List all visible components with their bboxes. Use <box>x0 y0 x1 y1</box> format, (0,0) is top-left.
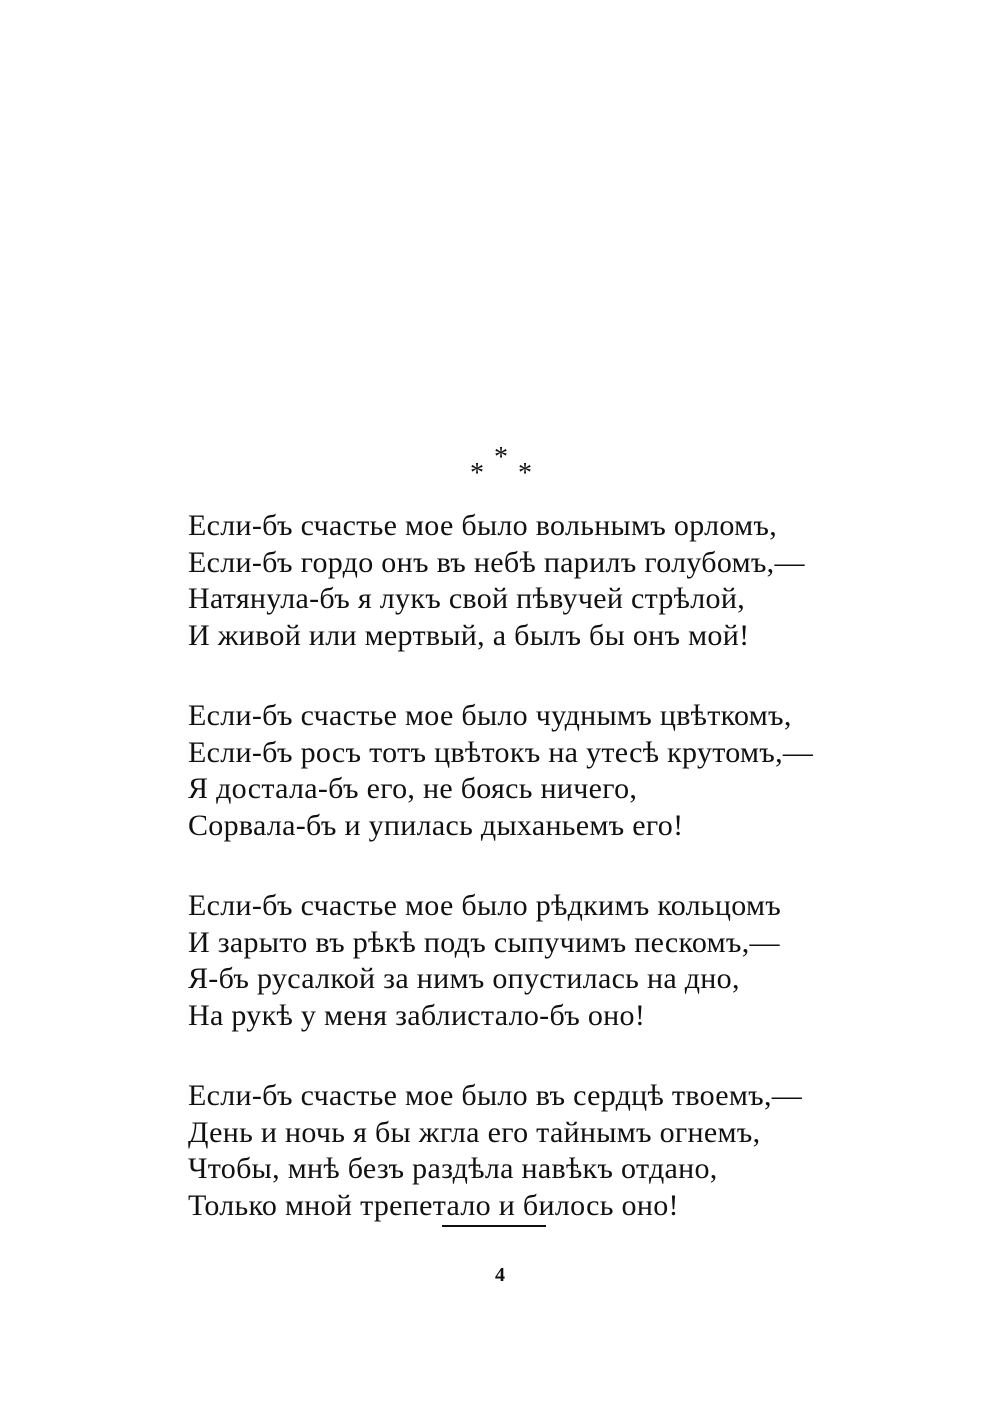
stanza-2 <box>188 698 868 844</box>
stanza-4 <box>188 1078 868 1224</box>
poem-line: День и ночь я бы жгла его тайнымъ огнемъ, <box>188 1115 761 1149</box>
poem-line: Если-бъ росъ тотъ цвѣтокъ на утесѣ крутомъ,— <box>188 735 814 769</box>
asterism-star-left: * <box>470 458 484 489</box>
poem-line: Если-бъ счастье мое было чуднымъ цвѣткомъ, <box>188 699 792 732</box>
stanza-3 <box>188 888 868 1034</box>
poem-line: Если-бъ гордо онъ въ небѣ парилъ голубомъ,— <box>188 545 805 579</box>
poem-line: И зарыто въ рѣкѣ подъ сыпучимъ пескомъ,— <box>188 925 780 959</box>
poem-line: И живой или мертвый, а былъ бы онъ мой! <box>188 618 750 652</box>
stanza-1 <box>188 508 868 654</box>
poem-line: Если-бъ счастье мое было вольнымъ орломъ, <box>188 509 778 542</box>
poem-line: Сорвала-бъ и упилась дыханьемъ его! <box>188 808 684 842</box>
poem-line: Чтобы, мнѣ безъ раздѣла навѣкъ отдано, <box>188 1152 718 1185</box>
poem-line: Я достала-бъ его, не боясь ничего, <box>188 772 638 805</box>
page-number: 4 <box>495 1264 505 1286</box>
asterism-star-top: * <box>494 442 508 473</box>
asterism-ornament <box>470 444 536 488</box>
asterism-star-right: * <box>518 458 532 489</box>
poem-line: Если-бъ счастье мое было рѣдкимъ кольцомъ <box>188 889 782 922</box>
poem-line: Натянула-бъ я лукъ свой пѣвучей стрѣлой, <box>188 582 745 615</box>
poem-line: Я-бъ русалкой за нимъ опустилась на дно, <box>188 962 740 995</box>
poem-line: Только мной трепетало и билось оно! <box>188 1188 679 1222</box>
poem <box>188 508 868 1268</box>
poem-line: Если-бъ счастье мое было въ сердцѣ твоемъ,— <box>188 1079 803 1112</box>
end-rule-divider <box>442 1225 546 1227</box>
poem-line: На рукѣ у меня заблистало-бъ оно! <box>188 998 646 1032</box>
